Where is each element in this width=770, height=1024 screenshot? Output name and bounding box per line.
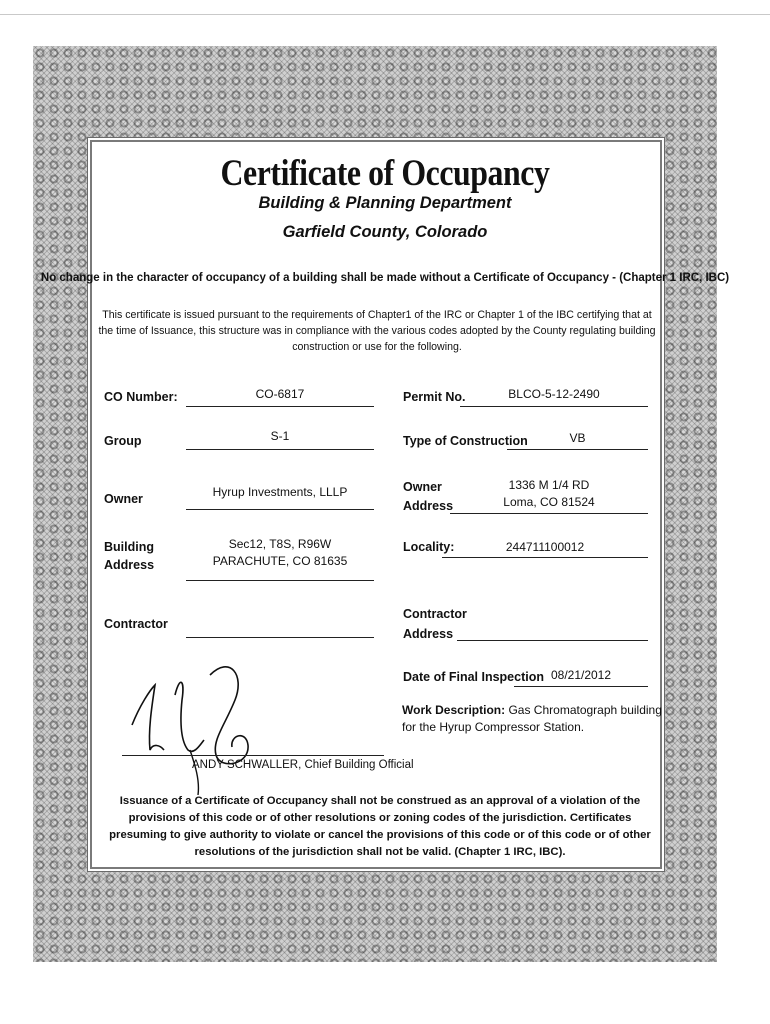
permit-value: BLCO-5-12-2490 xyxy=(508,387,600,401)
county-name: Garfield County, Colorado xyxy=(282,223,488,241)
co-number-value: CO-6817 xyxy=(255,387,305,401)
group-underline xyxy=(186,449,374,450)
co-number-label: CO Number: xyxy=(104,390,178,404)
department-name: Building & Planning Department xyxy=(258,194,512,212)
contractor-label: Contractor xyxy=(104,617,168,631)
owner-underline xyxy=(186,509,374,510)
building-address-label-1: Building xyxy=(104,540,154,554)
owner-address-label-2: Address xyxy=(403,499,454,513)
final-inspection-label: Date of Final Inspection xyxy=(403,670,544,684)
signature-line xyxy=(122,755,384,756)
locality-value: 244711100012 xyxy=(505,540,585,554)
construction-type-underline xyxy=(507,449,648,450)
building-address-underline xyxy=(186,580,374,581)
handwritten-signature xyxy=(120,655,270,795)
work-description-label: Work Description: xyxy=(402,703,506,717)
locality-label: Locality: xyxy=(403,540,455,554)
contractor-underline xyxy=(186,637,374,638)
signatory-name: ANDY SCHWALLER, Chief Building Official xyxy=(192,759,414,771)
final-inspection-underline xyxy=(514,686,648,687)
co-number-underline xyxy=(186,406,374,407)
occupancy-notice: No change in the character of occupancy of a building shall be made without a Certificate of Occupancy - (Chapter 1 IRC, IBC) xyxy=(40,272,730,284)
work-description-text: Gas Chromatograph building for the Hyrup Compressor Station. xyxy=(402,703,662,734)
group-value: S-1 xyxy=(270,429,290,443)
contractor-address-label-1: Contractor xyxy=(403,607,467,621)
group-label: Group xyxy=(104,434,142,448)
permit-underline xyxy=(460,406,648,407)
owner-label: Owner xyxy=(104,492,143,506)
certificate-title: Certificate of Occupancy xyxy=(220,153,550,194)
footer-disclaimer: Issuance of a Certificate of Occupancy shall not be construed as an approval of a violation of the provisions of this code or of other resolutions or zoning codes of the jurisdiction. Certificates presuming to give authority to violate or cancel the provisions of this code or of this code or of other resolutions of the jurisdiction shall not be valid. (Chapter 1 IRC, IBC). xyxy=(109,795,651,858)
construction-type-label: Type of Construction xyxy=(403,434,528,448)
locality-underline xyxy=(442,557,648,558)
page-top-rule xyxy=(0,14,770,15)
work-description xyxy=(402,702,662,736)
owner-address-line-2: Loma, CO 81524 xyxy=(503,495,595,509)
building-address-line-2: PARACHUTE, CO 81635 xyxy=(212,554,348,568)
intro-paragraph: This certificate is issued pursuant to the requirements of Chapter1 of the IRC or Chapter 1 of the IBC certifying that at the time of Issuance, this structure was in compliance with the various codes adopted by the County regulating building construction or use for the following. xyxy=(98,309,656,353)
building-address-line-1: Sec12, T8S, R96W xyxy=(228,537,332,551)
permit-label: Permit No. xyxy=(403,390,466,404)
building-address-label-2: Address xyxy=(104,558,155,572)
final-inspection-date: 08/21/2012 xyxy=(550,668,612,682)
construction-type-value: VB xyxy=(569,431,586,445)
owner-address-underline xyxy=(450,513,648,514)
contractor-address-label-2: Address xyxy=(403,627,454,641)
owner-address-line-1: 1336 M 1/4 RD xyxy=(508,478,590,492)
contractor-address-underline xyxy=(457,640,648,641)
owner-value: Hyrup Investments, LLLP xyxy=(212,485,348,499)
owner-address-label-1: Owner xyxy=(403,480,442,494)
